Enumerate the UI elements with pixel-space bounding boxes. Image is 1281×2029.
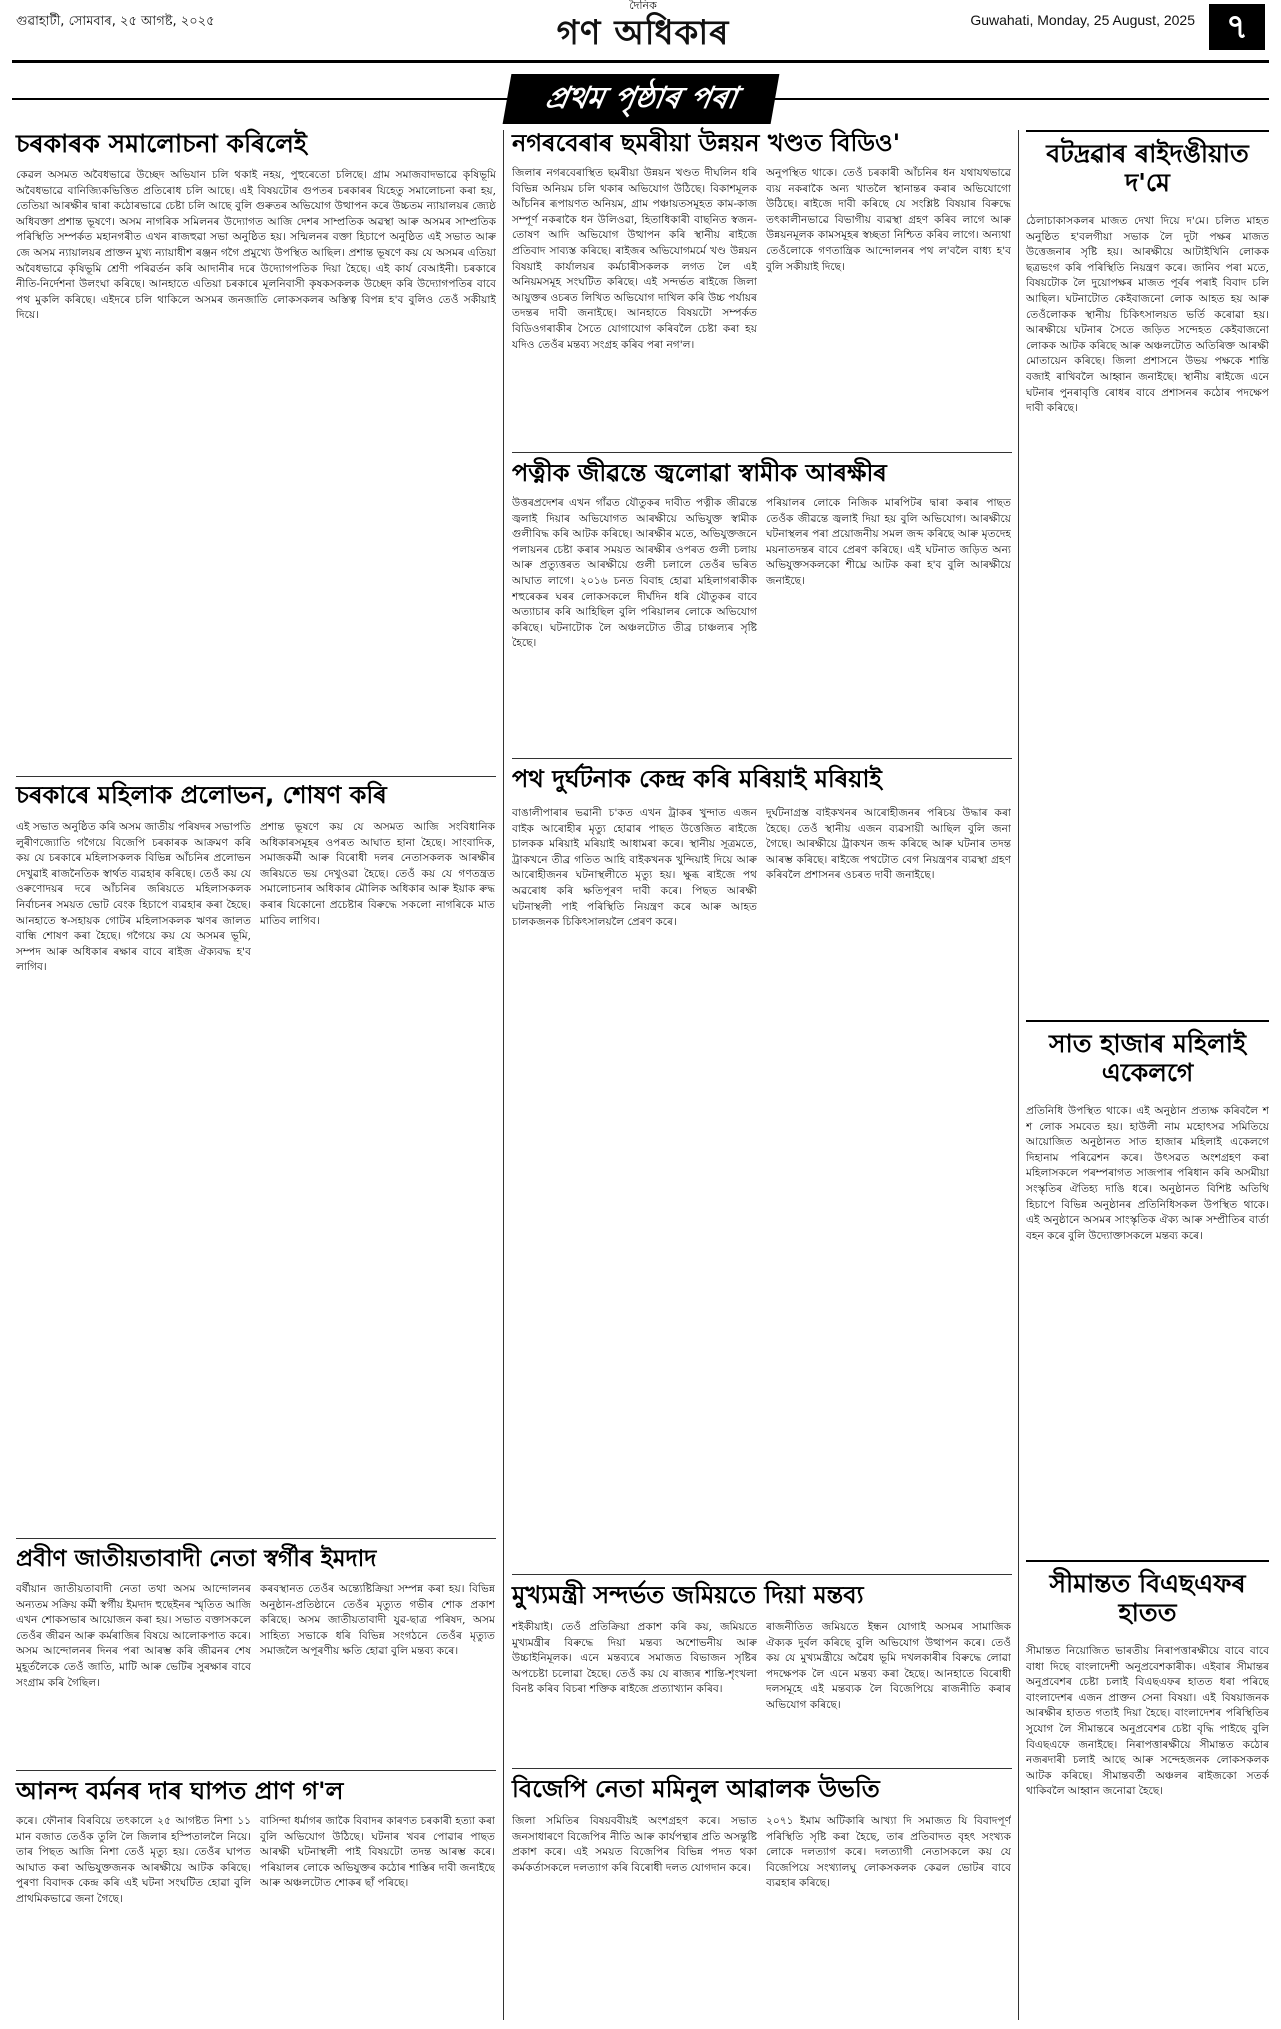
article-divider xyxy=(512,758,1012,759)
column-divider xyxy=(1018,130,1019,2020)
article-body: শইকীয়াই। তেওঁ প্ৰতিক্ৰিয়া প্ৰকাশ কৰি কয়, জমিয়তে মুখ্যমন্ত্ৰীৰ বিৰুদ্ধে দিয়া মন্তব্য অশোভনীয় আৰু উচ্চাইনিমূলক। এনে মন্তব্যৰে সমাজত বিভাজন সৃষ্টিৰ অপচেষ্টা চলোৱা হৈছে। তেওঁ কয় যে ৰাজ্যৰ শান্তি-শৃংখলা বিনষ্ট কৰিব বিচৰা শক্তিক ৰাইজে প্ৰত্যাখ্যান কৰিব। xyxy=(512,1621,757,1696)
article-body: প্ৰশান্ত ভূষণে কয় যে অসমত আজি সংবিধানিক অধিকাৰসমূহৰ ওপৰত আঘাত হানা হৈছে। সাংবাদিক, সমাজকৰ্মী আৰু বিৰোধী দলৰ নেতাসকলক আৰক্ষীৰ জৰিয়তে ভয় দেখুওৱা হৈছে। তেওঁ কয় যে গণতন্ত্ৰত সমালোচনাৰ অধিকাৰ মৌলিক অধিকাৰ আৰু ইয়াক ৰুদ্ধ কৰাৰ যিকোনো প্ৰচেষ্টাৰ বিৰুদ্ধে সকলো নাগৰিকে মাত মাতিব লাগিব। xyxy=(260,821,495,927)
article-body: প্ৰতিনিধি উপস্থিত থাকে। এই অনুষ্ঠান প্ৰত্যক্ষ কৰিবলৈ শ শ লোক সমবেত হয়। হাউলী নাম মহোৎসৱ সমিতিয়ে আয়োজিত অনুষ্ঠানত সাত হাজাৰ মহিলাই একেলগে দিহানাম পৰিৱেশন কৰে। উৎসৱত অংশগ্ৰহণ কৰা মহিলাসকলে পৰম্পৰাগত সাজপাৰ পৰিধান কৰি অসমীয়া সংস্কৃতিৰ ঐতিহ্য দাঙি ধৰে। অনুষ্ঠানত বিশিষ্ট অতিথি হিচাপে বিভিন্ন অনুষ্ঠানৰ প্ৰতিনিধিসকল উপস্থিত থাকে। এই অনুষ্ঠানে অসমৰ সাংস্কৃতিক ঐক্য আৰু সম্প্ৰীতিৰ বাৰ্তা বহন কৰে বুলি উদ্যোক্তাসকলে মন্তব্য কৰে। xyxy=(1026,1105,1269,1242)
page-number: ৭ xyxy=(1209,4,1265,50)
article-body: জিলা সমিতিৰ বিষয়ববীয়ই অংশগ্ৰহণ কৰে। সভাত জনসাধাৰণে বিজেপিৰ নীতি আৰু কাৰ্যপন্থাৰ প্ৰতি অসন্তুষ্টি প্ৰকাশ কৰে। এই সময়ত বিজেপিৰ বিভিন্ন পদত থকা কৰ্মকৰ্তাসকলে দলত্যাগ কৰি বিৰোধী দলত যোগদান কৰে। xyxy=(512,1815,757,1874)
logo-main-text: গণ অধিকাৰ xyxy=(556,13,730,53)
article-divider xyxy=(16,776,496,777)
article-body: এই সভাত অনুষ্ঠিত কৰি অসম জাতীয় পৰিষদৰ সভাপতি লুৰীণজ্যোতি গগৈয়ে বিজেপি চৰকাৰক আক্ৰমণ কৰি কয় যে চৰকাৰে মহিলাসকলক বিভিন্ন আঁচনিৰ প্ৰলোভন দেখুৱাই ৰাজনৈতিক স্বাৰ্থত ব্যৱহাৰ কৰিছে। তেওঁ কয় যে ওৰুণোদয়ৰ দৰে আঁচনিৰ জৰিয়তে মহিলাসকলক নিৰ্বাচনৰ সময়ত ভোট বেংক হিচাপে ব্যৱহাৰ কৰা হৈছে। আনহাতে স্ব-সহায়ক গোটৰ মহিলাসকলক ঋণৰ জালত বান্ধি শোষণ কৰা হৈছে। গগৈয়ে কয় যে অসমৰ ভূমি, সম্পদ আৰু অধিকাৰ ৰক্ষাৰ বাবে ৰাইজ ঐক্যবদ্ধ হ'ব লাগিব। xyxy=(16,821,251,974)
article-body: উত্তৰপ্ৰদেশৰ এখন গাঁৱত যৌতুকৰ দাবীত পত্নীক জীৱন্তে জ্বলাই দিয়াৰ অভিযোগত আৰক্ষীয়ে অভিযুক্ত স্বামীক গুলীবিদ্ধ কৰি আটক কৰিছে। আৰক্ষীৰ মতে, অভিযুক্তজনে পলায়নৰ চেষ্টা কৰাৰ সময়ত আৰক্ষীৰ ওপৰত গুলী চলায় আৰু প্ৰত্যুত্তৰত আৰক্ষীয়ে গুলী চলালে তেওঁৰ ভৰিত আঘাত লাগে। ২০১৬ চনত বিবাহ হোৱা মহিলাগৰাকীক শহুৰেকৰ ঘৰৰ লোকসকলে দীৰ্ঘদিন ধৰি যৌতুকৰ বাবে অত্যাচাৰ কৰি আহিছিল বুলি পৰিয়ালৰ লোকে অভিযোগ কৰিছে। ঘটনাটোক লৈ অঞ্চলটোত তীব্ৰ চাঞ্চল্যৰ সৃষ্টি হৈছে। xyxy=(512,497,757,650)
headline: বিজেপি নেতা মমিনুল আৱালক উভতি xyxy=(512,1775,880,1803)
headline: নগৰবেৰাৰ ছমৰীয়া উন্নয়ন খণ্ডত বিডিও' xyxy=(512,129,901,157)
headline: পত্নীক জীৱন্তে জ্বলোৱা স্বামীক আৰক্ষীৰ xyxy=(512,459,887,487)
headline: আনন্দ বৰ্মনৰ দাৰ ঘাপত প্ৰাণ গ'ল xyxy=(16,1777,344,1805)
headline: সীমান্তত বিএছএফৰ হাতত xyxy=(1049,1569,1246,1627)
article-divider xyxy=(512,452,1012,453)
article-body: জিলাৰ নগৰবেৰাস্থিত ছমৰীয়া উন্নয়ন খণ্ডত দীঘলিন ধৰি বিভিন্ন অনিয়ম চলি থকাৰ অভিযোগ উঠিছে। বিকাশমূলক আঁচনিৰ ৰূপায়ণত অনিয়ম, গ্ৰাম পঞ্চায়তসমূহত কাম-কাজ সম্পূৰ্ণ নকৰাকৈ ধন উলিওৱা, হিতাধিকাৰী বাছনিত স্বজন-তোষণ আদি অভিযোগ উত্থাপন কৰি স্থানীয় ৰাইজে প্ৰতিবাদ সাব্যস্ত কৰিছে। ৰাইজৰ অভিযোগমৰ্মে খণ্ড উন্নয়ন বিষয়াই কাৰ্যালয়ৰ কৰ্মচাৰীসকলক লগত লৈ এই অনিয়মসমূহ সংঘটিত কৰিছে। এই সন্দৰ্ভত ৰাইজে জিলা আয়ুক্তৰ ওচৰত লিখিত অভিযোগ দাখিল কৰি উচ্চ পৰ্যায়ৰ তদন্তৰ দাবী জনাইছে। আনহাতে বিষয়টো সম্পৰ্কত বিডিওগৰাকীৰ সৈতে যোগাযোগ কৰিবলৈ চেষ্টা কৰা হয় যদিও তেওঁৰ মন্তব্য সংগ্ৰহ কৰিব পৰা নগ'ল। xyxy=(512,167,757,351)
section-banner: প্ৰথম পৃষ্ঠাৰ পৰা xyxy=(503,74,780,124)
article-body: বৰ্ষীয়ান জাতীয়তাবাদী নেতা তথা অসম আন্দোলনৰ অন্যতম সক্ৰিয় কৰ্মী স্বৰ্গীয় ইমদাদ হুছেইনৰ স্মৃতিত আজি এখন শোকসভাৰ আয়োজন কৰা হয়। সভাত বক্তাসকলে তেওঁৰ জীৱন আৰু কৰ্মৰাজিৰ বিষয়ে আলোকপাত কৰে। অসম আন্দোলনৰ দিনৰ পৰা আৰম্ভ কৰি জীৱনৰ শেষ মুহূৰ্তলৈকে তেওঁ জাতি, মাটি আৰু ভেটিৰ সুৰক্ষাৰ বাবে সংগ্ৰাম কৰি গৈছিল। xyxy=(16,1583,251,1689)
article-body: বাসিন্দা ধৰ্মাগৰ জাকৈ বিবাদৰ কাৰণত চৰকাৰী হত্যা কৰা বুলি অভিযোগ উঠিছে। ঘটনাৰ খবৰ পোৱাৰ পাছত আৰক্ষী ঘটনাস্থলী পাই বিষয়টো তদন্ত আৰম্ভ কৰে। পৰিয়ালৰ লোকে অভিযুক্তৰ কঠোৰ শাস্তিৰ দাবী জনাইছে আৰু অঞ্চলটোত শোকৰ ছাঁ পৰিছে। xyxy=(260,1815,495,1890)
article-body: বাঙালীপাৰাৰ ভৱানী চ'কত এখন ট্ৰাকৰ খুন্দাত এজন বাইক আৰোহীৰ মৃত্যু হোৱাৰ পাছত উত্তেজিত ৰাইজে চালকক মৰিয়াই মৰিয়াই আধামৰা কৰে। স্থানীয় সূত্ৰমতে, ট্ৰাকখনে তীব্ৰ গতিত আহি বাইকখনক খুন্দিয়াই দিয়ে আৰু আৰোহীজনৰ ঘটনাস্থলীতে মৃত্যু হয়। ক্ষুব্ধ ৰাইজে পথ অৱৰোধ কৰি ক্ষতিপূৰণ দাবী কৰে। পিছত আৰক্ষী ঘটনাস্থলী পাই পৰিস্থিতি নিয়ন্ত্ৰণ কৰে আৰু আহত চালকজনক চিকিৎসালয়লৈ প্ৰেৰণ কৰে। xyxy=(512,807,757,929)
article-divider xyxy=(16,1770,496,1771)
article-body: পৰিয়ালৰ লোকে নিজিক মাৰপিটৰ দ্বাৰা কৰাৰ পাছত তেওঁক জীৱন্তে জ্বলাই দিয়া হয় বুলি অভিযোগ। আৰক্ষীয়ে ঘটনাস্থলৰ পৰা প্ৰয়োজনীয় সমল জব্দ কৰিছে আৰু মৃতদেহ ময়নাতদন্তৰ বাবে প্ৰেৰণ কৰিছে। এই ঘটনাত জড়িত অন্য অভিযুক্তসকলকো শীঘ্ৰে আটক কৰা হ'ব বুলি আৰক্ষীয়ে জনাইছে। xyxy=(766,497,1011,587)
article-body: দুৰ্ঘটনাগ্ৰস্ত বাইকখনৰ আৰোহীজনৰ পৰিচয় উদ্ধাৰ কৰা হৈছে। তেওঁ স্থানীয় এজন ব্যৱসায়ী আছিল বুলি জনা গৈছে। আৰক্ষীয়ে ট্ৰাকখন জব্দ কৰিছে আৰু ঘটনাৰ তদন্ত আৰম্ভ কৰিছে। ৰাইজে পথটোত বেগ নিয়ন্ত্ৰণৰ ব্যৱস্থা গ্ৰহণ কৰিবলৈ প্ৰশাসনৰ ওচৰত দাবী জনাইছে। xyxy=(766,807,1011,882)
column-divider xyxy=(503,130,504,2020)
date-english: Guwahati, Monday, 25 August, 2025 xyxy=(970,12,1195,28)
article-body: কৰে। ফৌনাৰ বিৰবিয়ে তৎকালে ২৫ আগষ্টত নিশা ১১ মান বজাত তেওঁক তুলি লৈ জিলাৰ হস্পিতাললৈ নিয়ে। তাৰ পিছত আজি নিশা তেওঁ মৃত্যু হয়। তেওঁৰ ঘাপত আঘাত কৰা অভিযুক্তজনক আৰক্ষীয়ে আটক কৰিছে। পুৰণা বিবাদক কেন্দ্ৰ কৰি এই ঘটনা সংঘটিত হোৱা বুলি প্ৰাথমিকভাৱে জনা গৈছে। xyxy=(16,1815,251,1905)
article-body: ৰাজনীতিত জমিয়তে ইন্ধন যোগাই অসমৰ সামাজিক ঐক্যক দুৰ্বল কৰিছে বুলি অভিযোগ উত্থাপন কৰে। তেওঁ কয় যে মুখ্যমন্ত্ৰীয়ে অৱৈধ ভূমি দখলকাৰীৰ বিৰুদ্ধে লোৱা পদক্ষেপক লৈ এনে মন্তব্য কৰা হৈছে। আনহাতে বিৰোধী দলসমূহে এই মন্তব্যক লৈ বিজেপিয়ে ৰাজনীতি কৰাৰ অভিযোগ কৰিছে। xyxy=(766,1621,1011,1711)
article-body: অনুপস্থিত থাকে। তেওঁ চৰকাৰী আঁচনিৰ ধন যথাযথভাৱে ব্যয় নকৰাকৈ অন্য খাতলৈ স্থানান্তৰ কৰাৰ অভিযোগো উঠিছে। ৰাইজে দাবী কৰিছে যে সংশ্লিষ্ট বিষয়াৰ বিৰুদ্ধে তৎকালীনভাৱে বিভাগীয় ব্যৱস্থা গ্ৰহণ কৰিব লাগে আৰু উন্নয়নমূলক কামসমূহৰ স্বচ্ছতা নিশ্চিত কৰিব লাগে। অন্যথা তেওঁলোকে গণতান্ত্ৰিক আন্দোলনৰ পথ ল'বলৈ বাধ্য হ'ব বুলি সকীয়াই দিছে। xyxy=(766,167,1011,273)
headline: প্ৰবীণ জাতীয়তাবাদী নেতা স্বৰ্গীৰ ইমদাদ xyxy=(16,1546,377,1572)
box-rule xyxy=(1026,1560,1269,1562)
article-divider xyxy=(512,1574,1012,1575)
box-rule xyxy=(1026,1020,1269,1022)
article-body: ২০৭১ ইমাম অটিকাৰি আখ্যা দি সমাজত যি বিবাদপূৰ্ণ পৰিস্থিতি সৃষ্টি কৰা হৈছে, তাৰ প্ৰতিবাদত বৃহৎ সংখ্যক লোকে দলত্যাগ কৰে। দলত্যাগী নেতাসকলে কয় যে বিজেপিয়ে সংখ্যালঘু লোকসকলক কেৱল ভোটৰ বাবে ব্যৱহাৰ কৰিছে। xyxy=(766,1815,1011,1890)
article-body: ঠেলাচাকাসকলৰ মাজত দেখা দিয়ে দ'মে। চলিত মাহত অনুষ্ঠিত হ'বলগীয়া সভাক লৈ দুটা পক্ষৰ মাজত উত্তেজনাৰ সৃষ্টি হয়। আৰক্ষীয়ে আটাইখিনি লোকক ছত্ৰভংগ কৰি পৰিস্থিতি নিয়ন্ত্ৰণ কৰে। জানিব পৰা মতে, বিষয়টোক লৈ দুয়োপক্ষৰ মাজত পূৰ্বৰ পৰাই বিবাদ চলি আছিল। ঘটনাটোত কেইবাজনো লোক আহত হয় আৰু তেওঁলোকক স্থানীয় চিকিৎসালয়ত ভৰ্তি কৰোৱা হয়। আৰক্ষীয়ে ঘটনাৰ সৈতে জড়িত সন্দেহত কেইবাজনো লোকক আটক কৰিছে আৰু অঞ্চলটোত অতিৰিক্ত আৰক্ষী মোতায়েন কৰিছে। জিলা প্ৰশাসনে উভয় পক্ষকে শান্তি বজাই ৰাখিবলৈ আহ্বান জনাইছে। স্থানীয় ৰাইজে এনে ঘটনাৰ পুনৰাবৃত্তি ৰোধৰ বাবে প্ৰশাসনৰ কঠোৰ পদক্ষেপ দাবী কৰিছে। xyxy=(1026,215,1269,415)
headline: চৰকাৰে মহিলাক প্ৰলোভন, শোষণ কৰি xyxy=(16,781,387,809)
article-divider xyxy=(16,1538,496,1539)
article-body: সীমান্তত নিয়োজিত ভাৰতীয় নিৰাপত্তাৰক্ষীয়ে বাবে বাবে বাধা দিছে বাংলাদেশী অনুপ্ৰবেশকাৰীক। এইবাৰ সীমান্তৰ অনুপ্ৰবেশৰ চেষ্টা চলাই বিএছএফৰ হাতত ধৰা পৰিছে বাংলাদেশৰ এজন প্ৰাক্তন সেনা বিষয়া। এই বিষয়াজনক আৰক্ষীৰ হাতত গতাই দিয়া হৈছে। বাংলাদেশৰ পৰিস্থিতিৰ সুযোগ লৈ সীমান্তৰে অনুপ্ৰবেশৰ চেষ্টা বৃদ্ধি পাইছে বুলি বিএছএফে জনাইছে। নিৰাপত্তাৰক্ষীয়ে সীমান্তত কঠোৰ নজৰদাৰী চলাই আছে আৰু সন্দেহজনক লোকসকলক আটক কৰিছে। সীমান্তবৰ্তী অঞ্চলৰ ৰাইজকো সতৰ্ক থাকিবলৈ আহ্বান জনোৱা হৈছে। xyxy=(1026,1645,1269,1798)
headline: মুখ্যমন্ত্ৰী সন্দৰ্ভত জমিয়তে দিয়া মন্তব্য xyxy=(512,1581,864,1609)
article-divider xyxy=(512,1768,1012,1769)
masthead-rule xyxy=(12,60,1269,63)
article-body: কেৱল অসমত অবৈধভাৱে উচ্ছেদ অভিযান চলি থকাই নহয়, পুহুৰেতো চলিছে। গ্ৰাম সমাজবাদভাৱে কৃষিভূমি অবৈধভাৱে বানিজ্যিকভিত্তিত প্ৰতিৰোধ চলি আছে। এই বিষয়টোৰ গুপতৰ চৰকাৰৰ যিহেতু সমালোচনা কৰা হয়, তেতিয়া আৰক্ষীৰ দ্বাৰা কঠোৰভাৱে চেষ্টা চলি আছে বুলি গুৰুতৰ অভিযোগ উত্থাপন কৰে উচ্চতম ন্যায়ালয়ৰ জ্যেষ্ঠ অধিবক্তা প্ৰশান্ত ভূষণে। অসম নাগৰিক সমিলনৰ উদ্যোগত আজি দেশৰ সাম্প্ৰতিক অৱস্থা আৰু অসমৰ সাম্প্ৰতিক পৰিস্থিতি সম্পৰ্কত মহানগৰীত এখন ৰাজহুৱা সভা অনুষ্ঠিত হয়। সন্মিলনৰ বক্তা হিচাপে অনুষ্ঠিত এই সভাত আৰু জে অসম ন্যায়ালয়ৰ প্ৰাক্তন মুখ্য ন্যায়াধীশ ৰঞ্জন গগৈ প্ৰমুখ্যে উপস্থিত আছিল। প্ৰশান্ত ভূষণে কয় যে অসমৰ এতিয়া অবৈধভাৱে কৃষিভূমি শ্ৰেণী পৰিৱৰ্তন কৰি আদানীৰ দৰে উদ্যোগপতিক দিয়া হৈছে। এই কাৰ্য বেআইনী। চৰকাৰে নীতি-নিৰ্দেশনা উলংঘা কৰিছে। আনহাতে এতিয়া চৰকাৰে মূলনিবাসী কৃষকসকলক উচ্ছেদ কৰি উদ্যোগপতিৰ বাবে পথ মুকলি কৰিছে। এইদৰে চলি থাকিলে অসমৰ জনজাতি লোকসকলৰ অস্তিত্ব বিপন্ন হ'ব বুলিও তেওঁ সকীয়াই দিয়ে। xyxy=(16,169,496,322)
headline: পথ দুৰ্ঘটনাক কেন্দ্ৰ কৰি মৰিয়াই মৰিয়াই xyxy=(512,765,882,793)
date-local: গুৱাহাটী, সোমবাৰ, ২৫ আগষ্ট, ২০২৫ xyxy=(16,14,215,29)
headline: সাত হাজাৰ মহিলাই একেলগে xyxy=(1048,1029,1247,1087)
masthead xyxy=(0,0,1281,66)
headline: চৰকাৰক সমালোচনা কৰিলেই xyxy=(16,129,307,158)
logo-small-text: দৈনিক xyxy=(629,0,657,12)
newspaper-logo xyxy=(528,0,758,60)
article-body: কৰবস্থানত তেওঁৰ অন্ত্যেষ্টিক্ৰিয়া সম্পন্ন কৰা হয়। বিভিন্ন অনুষ্ঠান-প্ৰতিষ্ঠানে তেওঁৰ মৃত্যুত গভীৰ শোক প্ৰকাশ কৰিছে। অসম জাতীয়তাবাদী যুৱ-ছাত্ৰ পৰিষদ, অসম সাহিত্য সভাকে ধৰি বিভিন্ন সংগঠনে তেওঁৰ মৃত্যুত সমাজলৈ অপূৰণীয় ক্ষতি হোৱা বুলি মন্তব্য কৰে। xyxy=(260,1583,495,1658)
box-rule xyxy=(1026,130,1269,132)
headline: বটদ্ৰৱাৰ ৰাইদঙীয়াত দ'মে xyxy=(1046,139,1249,197)
